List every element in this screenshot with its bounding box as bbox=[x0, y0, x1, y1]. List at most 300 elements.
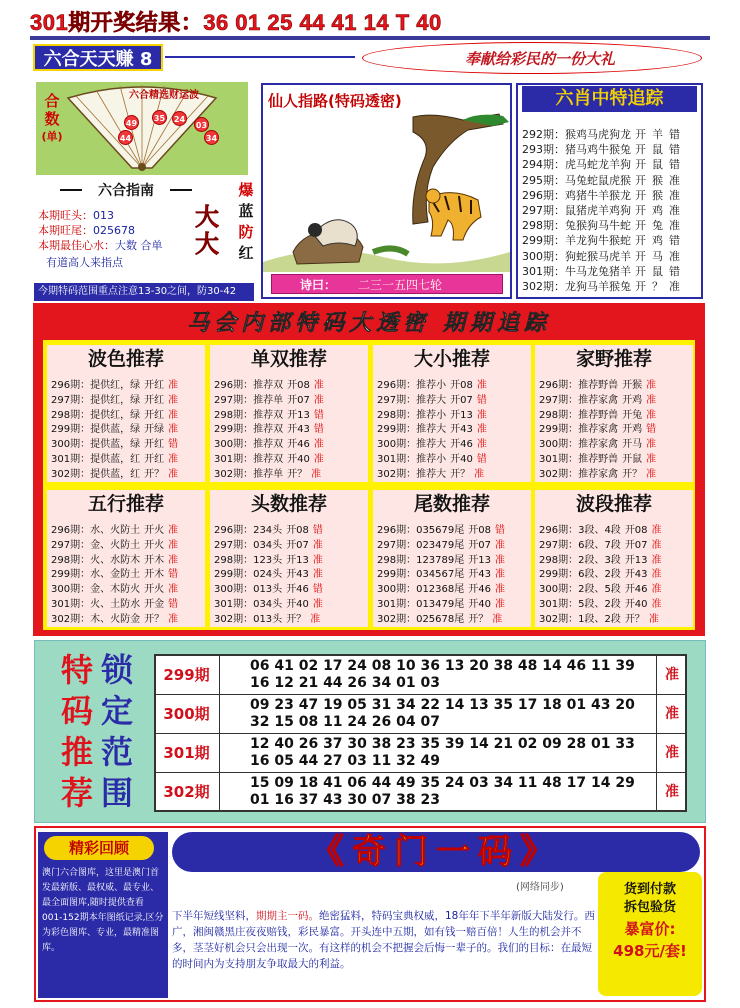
recommend-status: 准 bbox=[651, 539, 662, 550]
recommend-pick: 300期：金、木防火 bbox=[51, 584, 141, 595]
recommend-row bbox=[377, 580, 533, 594]
lock-period: 299期 bbox=[154, 656, 220, 694]
recommend-result: 开46 bbox=[286, 584, 309, 595]
lock-numbers-line: 32 15 08 11 24 26 04 07 bbox=[250, 714, 440, 730]
recommend-row bbox=[539, 435, 695, 449]
six-zodiac-row bbox=[522, 263, 700, 278]
lock-row bbox=[154, 734, 687, 773]
recommend-row bbox=[539, 391, 695, 405]
recommend-status: 准 bbox=[168, 554, 179, 565]
draw-result-title: 301期开奖结果：36 01 25 44 41 14 T 40 bbox=[30, 10, 442, 35]
guide-footer: 有道高人来指点 bbox=[46, 256, 123, 269]
six-zodiac-cell: 猴 bbox=[652, 188, 663, 202]
recommend-pick: 298期：123789尾 bbox=[377, 554, 465, 565]
six-zodiac-cell: 开 bbox=[635, 173, 646, 187]
recommend-row bbox=[214, 435, 370, 449]
six-zodiac-row bbox=[522, 232, 700, 247]
recommend-row bbox=[214, 406, 370, 420]
recommend-pick: 297期：023479尾 bbox=[377, 539, 465, 550]
recommend-row bbox=[214, 551, 370, 565]
recommend-row bbox=[51, 565, 207, 579]
six-zodiac-cell: 狗蛇猴马虎羊 bbox=[565, 249, 631, 263]
recommend-row bbox=[51, 580, 207, 594]
promo-price: 498元/套! bbox=[613, 942, 687, 960]
recommend-panel-title: 波色推荐 bbox=[87, 348, 164, 370]
six-zodiac-cell: 猴 bbox=[652, 173, 663, 187]
recommend-row bbox=[377, 536, 533, 550]
recommend-pick: 298期：火、水防木 bbox=[51, 554, 141, 565]
lock-left-char: 锁 bbox=[100, 651, 133, 689]
fan-side-char-1: 合 bbox=[44, 92, 60, 110]
recommend-result: 开40 bbox=[286, 599, 309, 609]
recommend-pick: 300期：2段、5段 bbox=[539, 584, 621, 595]
recommend-pick: 299期：提供蓝，绿 bbox=[51, 424, 141, 435]
recommend-pick: 300期：推荐大 bbox=[377, 439, 447, 450]
six-zodiac-cell: 准 bbox=[669, 249, 680, 263]
fan-ball: 34 bbox=[204, 130, 219, 145]
fan-title: 六合精选财运波 bbox=[129, 90, 199, 101]
recommend-result: 开13 bbox=[287, 409, 310, 420]
guide-label: 本期最佳心水： bbox=[38, 239, 115, 252]
six-zodiac-cell: 302期： bbox=[522, 280, 565, 293]
promo-line: 暴富价: bbox=[624, 920, 676, 938]
six-zodiac-cell: 猴鸡马虎狗龙 bbox=[565, 128, 631, 141]
recommend-row bbox=[214, 595, 370, 609]
recommend-row bbox=[51, 595, 207, 609]
recommend-row bbox=[539, 376, 695, 390]
recommend-result: 开木 bbox=[144, 569, 165, 580]
recommend-status: 准 bbox=[313, 394, 324, 405]
recommend-result: 开绿 bbox=[144, 424, 165, 435]
recommend-result: 开08 bbox=[286, 525, 309, 535]
six-zodiac-row bbox=[522, 172, 700, 187]
recommend-result: 开？ bbox=[624, 613, 645, 624]
side-word: 爆 bbox=[238, 181, 254, 199]
recommend-status: 准 bbox=[168, 468, 179, 479]
recommend-pick: 296期：水、火防土 bbox=[51, 525, 141, 535]
recommend-status: 准 bbox=[313, 454, 324, 464]
recommend-result: 开火 bbox=[144, 584, 165, 595]
recommend-row bbox=[214, 536, 370, 550]
recommend-pick: 298期：123头 bbox=[214, 554, 283, 565]
big-char: 大 bbox=[195, 203, 219, 231]
recommend-pick: 298期：提供红，绿 bbox=[51, 409, 141, 420]
recommend-row bbox=[539, 595, 695, 609]
recommend-row bbox=[51, 551, 207, 565]
recommend-status: 准 bbox=[474, 468, 485, 479]
recommend-status: 准 bbox=[168, 584, 179, 595]
recommend-result: 开马 bbox=[622, 439, 643, 450]
recommend-pick: 302期：013头 bbox=[214, 613, 283, 624]
intro-text bbox=[172, 908, 600, 970]
immortal-title: 仙人指路(特码透密) bbox=[268, 92, 402, 110]
recommend-pick: 302期：025678尾 bbox=[377, 613, 465, 624]
recommend-row bbox=[214, 420, 370, 434]
recommend-result: 开07 bbox=[468, 539, 491, 550]
lock-numbers bbox=[250, 775, 655, 809]
recommend-status: 准 bbox=[476, 439, 487, 450]
recommend-pick: 297期：推荐家禽 bbox=[539, 394, 619, 405]
six-zodiac-cell: 293期： bbox=[522, 143, 565, 157]
recommend-result: 开鼠 bbox=[622, 454, 643, 464]
six-zodiac-cell: 准 bbox=[669, 204, 680, 217]
lock-left-char: 定 bbox=[100, 692, 133, 730]
recommend-status: 错 bbox=[168, 599, 179, 609]
recommend-row bbox=[214, 391, 370, 405]
recommend-pick: 301期：推荐小 bbox=[377, 454, 447, 464]
six-zodiac-cell: 马兔蛇鼠虎猴 bbox=[565, 173, 631, 187]
recommend-row bbox=[51, 536, 207, 550]
recommend-status: 准 bbox=[651, 554, 662, 565]
six-zodiac-cell: 297期： bbox=[522, 204, 565, 217]
recommend-pick: 300期：013头 bbox=[214, 584, 283, 595]
lock-numbers-line: 01 16 37 43 30 07 38 23 bbox=[250, 792, 440, 808]
lock-left-char: 推 bbox=[60, 733, 93, 771]
fan-side-char-3: (单) bbox=[41, 130, 63, 143]
recommend-result: 开46 bbox=[468, 584, 491, 595]
recommend-pick: 301期：5段、2段 bbox=[539, 599, 621, 609]
guide-label: 本期旺尾： bbox=[38, 224, 93, 237]
six-zodiac-cell: 开 bbox=[635, 158, 646, 172]
recommend-row bbox=[51, 376, 207, 390]
recommend-pick: 299期：024头 bbox=[214, 569, 283, 580]
recommend-row bbox=[377, 376, 533, 390]
recommend-row bbox=[377, 406, 533, 420]
recommend-pick: 302期：推荐家禽 bbox=[539, 468, 619, 479]
recommend-row bbox=[377, 551, 533, 565]
brand-label: 六合天天赚 8 bbox=[33, 44, 163, 71]
recommend-pick: 301期：013479尾 bbox=[377, 599, 465, 609]
fan-side-char-2: 数 bbox=[44, 110, 60, 128]
recommend-status: 准 bbox=[495, 554, 505, 565]
recommend-row bbox=[51, 450, 207, 464]
lock-numbers-line: 15 09 18 41 06 44 49 35 24 03 34 11 48 17 14 29 bbox=[250, 775, 635, 791]
six-zodiac-cell: ？ bbox=[652, 280, 663, 293]
promo-line: 拆包验货 bbox=[623, 900, 676, 915]
guide-value: 025678 bbox=[93, 224, 135, 237]
recommend-status: 准 bbox=[168, 539, 179, 550]
six-zodiac-row bbox=[522, 187, 700, 202]
recommend-status: 准 bbox=[648, 613, 659, 624]
recommend-status: 错 bbox=[313, 409, 324, 420]
intro-part: 下半年短线坚料， bbox=[172, 910, 256, 922]
recommend-status: 准 bbox=[168, 424, 179, 435]
six-zodiac-cell: 羊龙狗牛猴蛇 bbox=[565, 234, 631, 248]
recommend-status: 准 bbox=[651, 525, 662, 535]
lock-status: 准 bbox=[656, 734, 687, 772]
recommend-status: 准 bbox=[313, 439, 324, 450]
recommend-result: 开07 bbox=[286, 539, 309, 550]
six-zodiac-cell: 开 bbox=[635, 219, 646, 233]
recommend-status: 准 bbox=[168, 525, 179, 535]
review-text: 澳门六合图库，这里是澳门首发最新版、最权威、最专业、最全面图库,随时提供查看001-152期本年图纸记录,区分为彩色图库、专业，最精准图库。 bbox=[42, 868, 164, 953]
six-zodiac-title: 六肖中特追踪 bbox=[522, 86, 697, 112]
six-zodiac-row bbox=[522, 141, 700, 156]
recommend-row bbox=[539, 580, 695, 594]
recommend-result: 开火 bbox=[144, 525, 165, 535]
six-zodiac-cell: 开 bbox=[635, 204, 646, 217]
recommend-pick: 299期：推荐家禽 bbox=[539, 424, 619, 435]
recommend-row bbox=[51, 406, 207, 420]
recommend-pick: 297期：提供红，绿 bbox=[51, 394, 141, 405]
six-zodiac-row bbox=[522, 217, 700, 232]
recommend-row bbox=[51, 610, 207, 624]
recommend-result: 开40 bbox=[624, 599, 648, 609]
poem-value: 二三一五四七轮 bbox=[358, 278, 443, 292]
recommend-status: 准 bbox=[646, 439, 657, 450]
recommend-pick: 298期：推荐双 bbox=[214, 409, 284, 420]
lock-period: 302期 bbox=[154, 773, 220, 811]
side-words bbox=[236, 180, 256, 265]
six-zodiac-cell: 鼠猪虎羊鸡狗 bbox=[565, 204, 631, 217]
guide-value: 013 bbox=[93, 209, 114, 222]
six-zodiac-cell: 鸡 bbox=[652, 204, 663, 217]
six-zodiac-cell: 错 bbox=[669, 128, 680, 141]
six-zodiac-cell: 准 bbox=[669, 173, 680, 187]
recommend-pick: 300期：提供蓝，绿 bbox=[51, 439, 141, 450]
recommend-status: 准 bbox=[492, 613, 503, 624]
recommend-status: 准 bbox=[476, 409, 487, 420]
recommend-result: 开40 bbox=[287, 454, 310, 464]
recommend-result: 开13 bbox=[450, 409, 473, 420]
six-zodiac-cell: 虎马蛇龙羊狗 bbox=[565, 158, 631, 172]
recommend-result: 开43 bbox=[624, 569, 648, 580]
recommend-status: 准 bbox=[646, 454, 657, 464]
side-word: 防 bbox=[238, 223, 254, 241]
recommend-result: 开43 bbox=[450, 424, 473, 435]
six-zodiac-cell: 牛马龙兔猪羊 bbox=[565, 264, 631, 278]
fan-ball: 24 bbox=[172, 111, 187, 126]
recommend-row bbox=[51, 420, 207, 434]
six-zodiac-cell: 295期： bbox=[522, 173, 565, 187]
recommend-row bbox=[539, 610, 695, 624]
recommend-status: 准 bbox=[646, 380, 657, 390]
six-zodiac-cell: 兔猴狗马牛蛇 bbox=[565, 219, 631, 233]
recommend-pick: 296期：3段、4段 bbox=[539, 525, 621, 535]
recommend-row bbox=[377, 450, 533, 464]
recommend-status: 错 bbox=[312, 525, 323, 535]
recommend-result: 开07 bbox=[624, 539, 648, 550]
guide-value: 大数 合单 bbox=[115, 239, 163, 252]
six-zodiac-cell: 准 bbox=[669, 280, 680, 293]
recommend-pick: 299期：034567尾 bbox=[377, 569, 465, 580]
fan-ball: 44 bbox=[118, 130, 133, 145]
recommend-row bbox=[214, 580, 370, 594]
lock-numbers bbox=[250, 736, 655, 770]
recommend-pick: 299期：推荐双 bbox=[214, 424, 284, 435]
recommend-status: 错 bbox=[168, 439, 179, 450]
lock-left-char: 范 bbox=[100, 733, 133, 771]
recommend-row bbox=[539, 521, 695, 535]
lock-numbers bbox=[250, 658, 655, 692]
six-zodiac-cell: 鼠 bbox=[652, 158, 663, 172]
recommend-panel-title: 五行推荐 bbox=[87, 493, 164, 515]
recommend-status: 准 bbox=[651, 599, 662, 609]
recommend-status: 错 bbox=[646, 424, 657, 435]
six-zodiac-cell: 开 bbox=[635, 249, 646, 263]
six-zodiac-row bbox=[522, 248, 700, 263]
recommend-result: 开08 bbox=[450, 380, 473, 390]
recommend-row bbox=[377, 420, 533, 434]
recommend-result: 开46 bbox=[450, 439, 473, 450]
recommend-panel-title: 家野推荐 bbox=[575, 348, 652, 370]
recommend-status: 准 bbox=[312, 569, 323, 580]
promo-line: 货到付款 bbox=[623, 882, 676, 897]
range-hint-bar: 今期特码范围重点注意13-30之间，防30-42 bbox=[34, 283, 254, 301]
recommend-pick: 296期：推荐小 bbox=[377, 380, 447, 390]
recommend-result: 开13 bbox=[624, 554, 648, 565]
recommend-status: 准 bbox=[495, 569, 505, 580]
lock-row bbox=[154, 773, 687, 812]
recommend-result: 开43 bbox=[287, 424, 310, 435]
recommend-result: 开木 bbox=[144, 554, 165, 565]
recommend-pick: 301期：034头 bbox=[214, 599, 283, 609]
six-zodiac-cell: 错 bbox=[669, 264, 680, 278]
recommend-status: 准 bbox=[168, 409, 179, 420]
recommend-result: 开猴 bbox=[622, 380, 643, 390]
fan-ball: 03 bbox=[194, 117, 209, 132]
recommend-pick: 301期：推荐野兽 bbox=[539, 454, 619, 464]
six-zodiac-cell: 300期： bbox=[522, 249, 565, 263]
recommend-status: 准 bbox=[476, 424, 487, 435]
recommend-row bbox=[214, 450, 370, 464]
six-zodiac-cell: 294期： bbox=[522, 158, 565, 172]
recommend-pick: 297期：034头 bbox=[214, 539, 283, 550]
recommend-pick: 302期：木、火防金 bbox=[51, 613, 141, 624]
recommend-row bbox=[539, 420, 695, 434]
recommend-pick: 302期：推荐大 bbox=[377, 468, 447, 479]
recommend-pick: 298期：推荐野兽 bbox=[539, 409, 619, 420]
six-zodiac-cell: 龙狗马羊猴兔 bbox=[565, 280, 631, 293]
recommend-pick: 300期：012368尾 bbox=[377, 584, 465, 595]
recommend-pick: 297期：推荐大 bbox=[377, 394, 447, 405]
recommend-pick: 297期：6段、7段 bbox=[539, 539, 621, 550]
recommend-pick: 300期：推荐双 bbox=[214, 439, 284, 450]
lock-left-red bbox=[57, 650, 97, 814]
recommend-pick: 296期：推荐双 bbox=[214, 380, 284, 390]
recommend-result: 开40 bbox=[450, 454, 473, 464]
recommend-status: 准 bbox=[311, 468, 322, 479]
recommend-result: 开红 bbox=[144, 409, 165, 420]
intro-highlight: 期期主一码。 bbox=[256, 910, 319, 922]
six-zodiac-cell: 准 bbox=[669, 188, 680, 202]
recommend-result: 开08 bbox=[287, 380, 310, 390]
fan-ball: 49 bbox=[124, 115, 139, 130]
recommend-result: 开鸡 bbox=[622, 424, 643, 435]
recommend-result: 开？ bbox=[286, 613, 307, 624]
recommend-result: 开？ bbox=[622, 468, 643, 479]
recommend-result: 开？ bbox=[144, 468, 165, 479]
network-sync-label: (网络同步) bbox=[516, 882, 564, 893]
recommend-status: 错 bbox=[495, 525, 505, 535]
six-zodiac-cell: 开 bbox=[635, 143, 646, 157]
recommend-row bbox=[214, 465, 370, 479]
lock-status: 准 bbox=[656, 773, 687, 811]
six-zodiac-cell: 准 bbox=[669, 219, 680, 233]
recommend-row bbox=[214, 610, 370, 624]
recommend-status: 准 bbox=[651, 584, 662, 595]
recommend-pick: 301期：提供蓝，红 bbox=[51, 454, 141, 464]
recommend-status: 准 bbox=[476, 380, 487, 390]
poem-label: 诗曰： bbox=[300, 278, 337, 292]
recommend-status: 准 bbox=[646, 468, 657, 479]
fan-side-label bbox=[41, 92, 63, 164]
six-zodiac-row bbox=[522, 126, 700, 141]
recommend-result: 开鸡 bbox=[622, 394, 643, 405]
recommend-pick: 299期：推荐大 bbox=[377, 424, 447, 435]
recommend-result: 开兔 bbox=[622, 409, 643, 420]
recommend-row bbox=[51, 391, 207, 405]
side-word: 红 bbox=[238, 244, 254, 262]
lock-left-blue bbox=[97, 650, 137, 814]
recommend-pick: 298期：推荐小 bbox=[377, 409, 447, 420]
recommend-status: 准 bbox=[651, 569, 662, 580]
recommend-status: 准 bbox=[312, 554, 323, 565]
recommend-result: 开？ bbox=[450, 468, 471, 479]
six-zodiac-cell: 鸡猪牛羊猴龙 bbox=[565, 188, 631, 202]
lock-period: 300期 bbox=[154, 695, 220, 733]
six-zodiac-cell: 296期： bbox=[522, 188, 565, 202]
recommend-result: 开08 bbox=[624, 525, 648, 535]
recommend-result: 开46 bbox=[624, 584, 648, 595]
recommend-pick: 296期：035679尾 bbox=[377, 525, 465, 535]
recommend-row bbox=[539, 565, 695, 579]
six-zodiac-cell: 错 bbox=[669, 143, 680, 157]
intro-part: 绝密猛料，特码宝典权威，18年年下半年新版大陆发行。西广，湘闽赣黑庄夜夜赔钱，彩民暴富。开头连中五期，如有钱一赔百倍！人生的机会并不多，茎茎好机会只会出现一次。有这样的机会不把握会后悔一辈子的。我们的目标：在最短的时间内为支持朋友争取最大的利益。 bbox=[172, 910, 595, 970]
lock-numbers bbox=[250, 697, 655, 731]
recommend-pick: 302期：推荐单 bbox=[214, 468, 284, 479]
recommend-result: 开红 bbox=[144, 380, 165, 390]
recommend-result: 开红 bbox=[144, 439, 165, 450]
recommend-row bbox=[377, 595, 533, 609]
lock-status: 准 bbox=[656, 656, 687, 694]
recommend-status: 错 bbox=[313, 424, 324, 435]
six-zodiac-row bbox=[522, 156, 700, 171]
recommend-result: 开46 bbox=[287, 439, 310, 450]
six-zodiac-cell: 鼠 bbox=[652, 143, 663, 157]
recommend-row bbox=[377, 391, 533, 405]
recommend-pick: 298期：2段、3段 bbox=[539, 554, 621, 565]
recommend-pick: 301期：火、土防水 bbox=[51, 599, 141, 609]
recommend-row bbox=[539, 465, 695, 479]
recommend-row bbox=[539, 536, 695, 550]
recommend-status: 准 bbox=[495, 539, 505, 550]
recommend-row bbox=[539, 406, 695, 420]
recommend-result: 开？ bbox=[287, 468, 308, 479]
six-zodiac-cell: 开 bbox=[635, 128, 646, 141]
recommend-result: 开13 bbox=[286, 554, 309, 565]
recommend-pick: 297期：推荐单 bbox=[214, 394, 284, 405]
recommend-result: 开？ bbox=[144, 613, 165, 624]
lock-row bbox=[154, 656, 687, 695]
six-zodiac-cell: 292期： bbox=[522, 128, 565, 141]
qimen-title: 《奇门一码》 bbox=[310, 832, 562, 872]
recommend-status: 准 bbox=[168, 394, 179, 405]
recommend-pick: 301期：推荐双 bbox=[214, 454, 284, 464]
recommend-status: 准 bbox=[310, 613, 321, 624]
recommend-result: 开43 bbox=[286, 569, 309, 580]
recommend-result: 开火 bbox=[144, 539, 165, 550]
lock-numbers-line: 12 40 26 37 30 38 23 35 39 14 21 02 09 28 01 33 bbox=[250, 736, 635, 752]
big-chars bbox=[190, 204, 224, 260]
lock-period: 301期 bbox=[154, 734, 220, 772]
recommend-panel-title: 尾数推荐 bbox=[413, 493, 490, 515]
six-zodiac-cell: 鼠 bbox=[652, 264, 663, 278]
recommend-result: 开金 bbox=[144, 599, 165, 609]
recommend-row bbox=[214, 565, 370, 579]
recommend-row bbox=[377, 465, 533, 479]
six-zodiac-cell: 错 bbox=[669, 234, 680, 248]
